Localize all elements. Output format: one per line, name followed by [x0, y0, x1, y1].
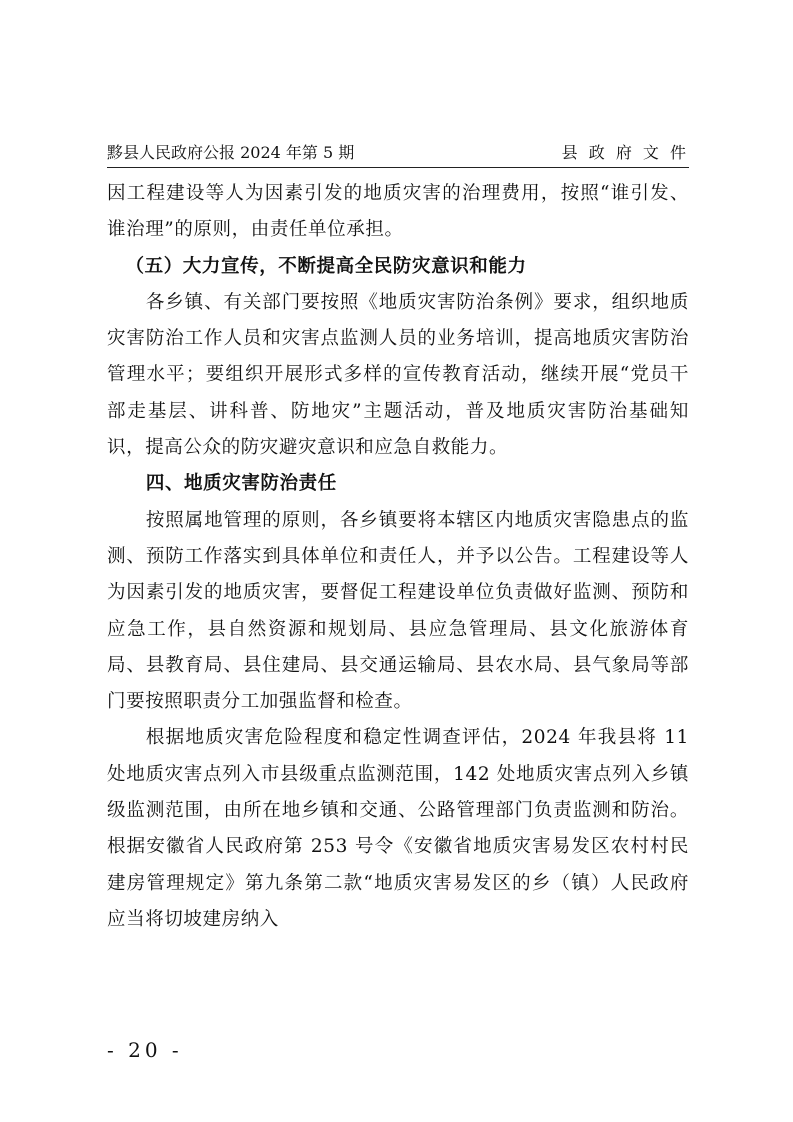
document-body — [107, 176, 689, 938]
paragraph-continuation: 因工程建设等人为因素引发的地质灾害的治理费用，按照“谁引发、谁治理”的原则，由责任单位承担。 — [107, 183, 689, 241]
publication-title: 黟县人民政府公报 2024 年第 5 期 — [107, 143, 355, 162]
page-number: - 20 - — [107, 1038, 183, 1062]
subheading-publicity: （五）大力宣传，不断提高全民防灾意识和能力 — [125, 255, 527, 277]
section-title: 县 政 府 文 件 — [561, 143, 689, 162]
page-header — [107, 141, 689, 168]
paragraph-publicity: 各乡镇、有关部门要按照《地质灾害防治条例》要求，组织地质灾害防治工作人员和灾害点监测人员的业务培训，提高地质灾害防治管理水平；要组织开展形式多样的宣传教育活动，继续开展“党员干部走基层、讲科普、防地灾”主题活动，普及地质灾害防治基础知识，提高公众的防灾避灾意识和应急自救能力。 — [107, 291, 689, 459]
paragraph-monitoring-scope: 根据地质灾害危险程度和稳定性调查评估，2024 年我县将 11 处地质灾害点列入市县级重点监测范围，142 处地质灾害点列入乡镇级监测范围，由所在地乡镇和交通、公路管理部门负责监测和防治。根据安徽省人民政府第 253 号令《安徽省地质灾害易发区农村村民建房管理规定》第九条第二款“地质灾害易发区的乡（镇）人民政府应当将切坡建房纳入 — [107, 727, 689, 930]
paragraph-territorial-management: 按照属地管理的原则，各乡镇要将本辖区内地质灾害隐患点的监测、预防工作落实到具体单位和责任人，并予以公告。工程建设等人为因素引发的地质灾害，要督促工程建设单位负责做好监测、预防和应急工作，县自然资源和规划局、县应急管理局、县文化旅游体育局、县教育局、县住建局、县交通运输局、县农水局、县气象局等部门要按照职责分工加强监督和检查。 — [107, 509, 689, 713]
section-heading-responsibility: 四、地质灾害防治责任 — [145, 473, 337, 495]
